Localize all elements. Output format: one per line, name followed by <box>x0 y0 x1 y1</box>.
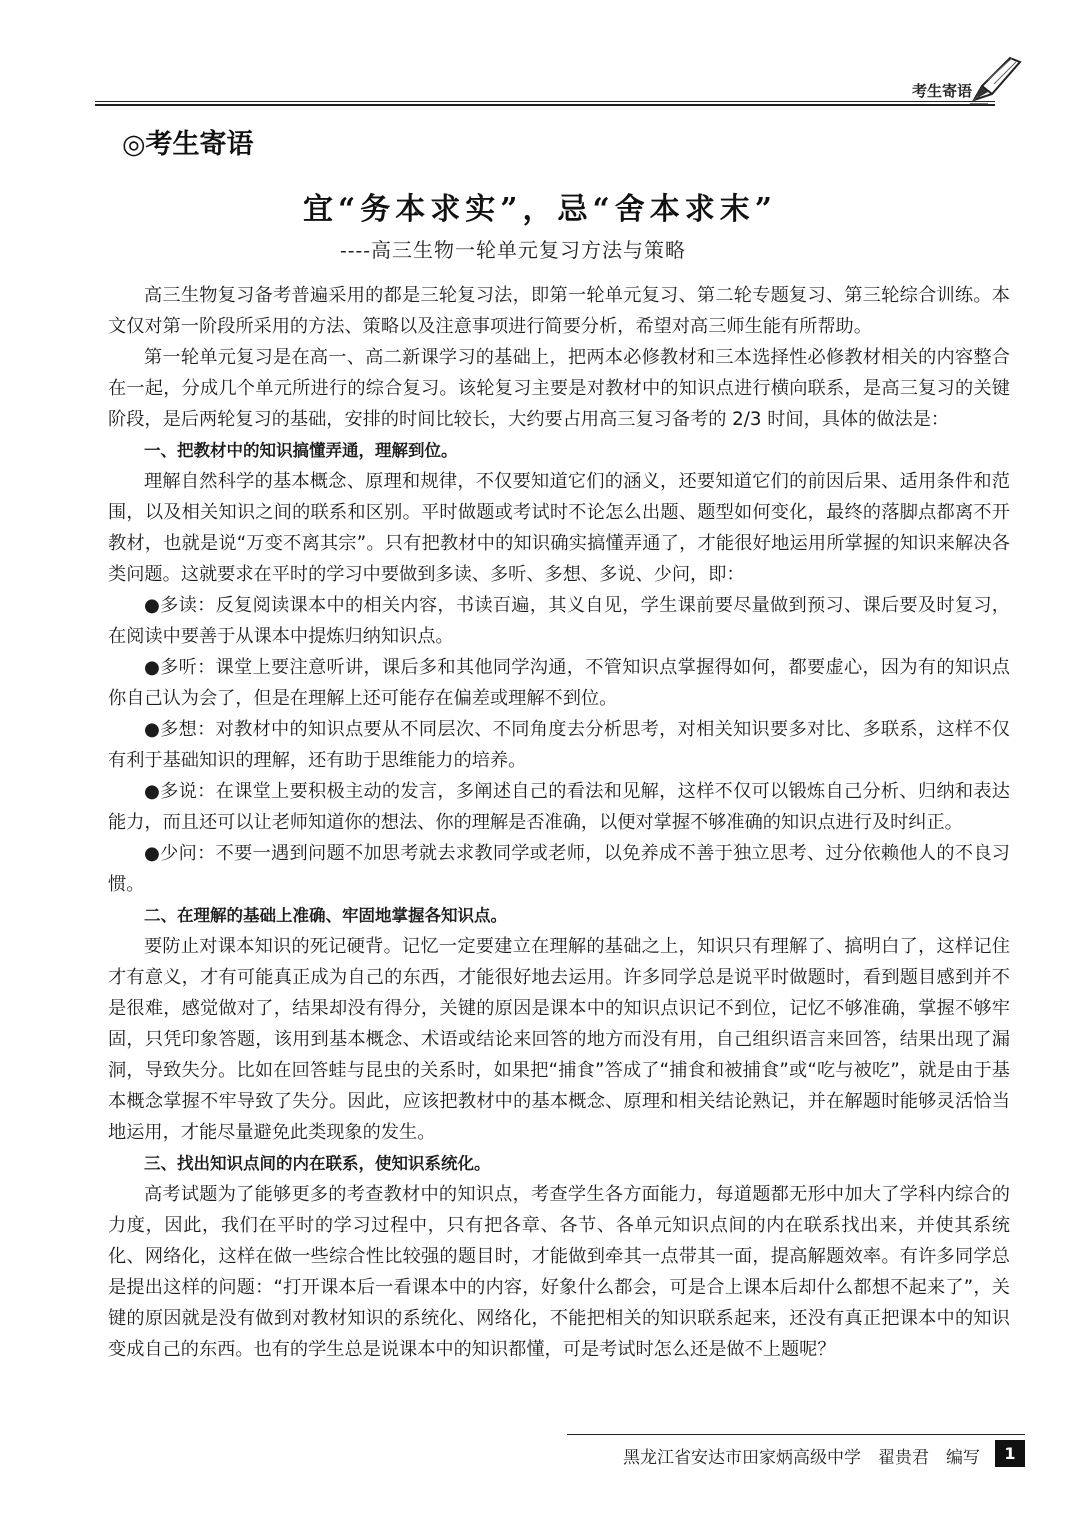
section-2-body: 要防止对课本知识的死记硬背。记忆一定要建立在理解的基础之上，知识只有理解了、搞明白了，这样记住才有意义，才有可能真正成为自己的东西，才能很好地去运用。许多同学总是说平时做题时，看到题目感到并不是很难，感觉做对了，结果却没有得分，关键的原因是课本中的知识点识记不到位，记忆不够准确，掌握不够牢固，只凭印象答题，该用到基本概念、术语或结论来回答的地方而没有用，自己组织语言来回答，结果出现了漏洞，导致失分。比如在回答蛙与昆虫的关系时，如果把“捕食”答成了“捕食和被捕食”或“吃与被吃”，就是由于基本概念掌握不牢导致了失分。因此，应该把教材中的基本概念、原理和相关结论熟记，并在解题时能够灵活恰当地运用，才能尽量避免此类现象的发生。 <box>108 936 1010 1143</box>
section-3-heading: 三、找出知识点间的内在联系，使知识系统化。 <box>144 1154 491 1173</box>
footer-author: 黑龙江省安达市田家炳高级中学 翟贵君 编写 <box>623 1448 980 1468</box>
header-divider <box>95 101 995 102</box>
intro-paragraph: 第一轮单元复习是在高一、高二新课学习的基础上，把两本必修教材和三本选择性必修教材相关的内容整合在一起，分成几个单元所进行的综合复习。该轮复习主要是对教材中的知识点进行横向联系，是高三复习的关键阶段，是后两轮复习的基础，安排的时间比较长，大约要占用高三复习备考的 2/3 时间，具体的做法是： <box>108 347 1010 430</box>
section-2-heading: 二、在理解的基础上准确、牢固地掌握各知识点。 <box>144 906 507 925</box>
intro-paragraph: 高三生物复习备考普遍采用的都是三轮复习法，即第一轮单元复习、第二轮专题复习、第三轮综合训练。本文仅对第一阶段所采用的方法、策略以及注意事项进行简要分析，希望对高三师生能有所帮助。 <box>108 285 1010 337</box>
bullet-item: ●多读：反复阅读课本中的相关内容，书读百遍，其义自见，学生课前要尽量做到预习、课后要及时复习，在阅读中要善于从课本中提炼归纳知识点。 <box>108 595 1010 647</box>
bullet-item: ●多想：对教材中的知识点要从不同层次、不同角度去分析思考，对相关知识要多对比、多联系，这样不仅有利于基础知识的理解，还有助于思维能力的培养。 <box>108 719 1010 771</box>
header-label: 考生寄语 <box>911 82 972 100</box>
section-1-intro: 理解自然科学的基本概念、原理和规律，不仅要知道它们的涵义，还要知道它们的前因后果、适用条件和范围，以及相关知识之间的联系和区别。平时做题或考试时不论怎么出题、题型如何变化，最终的落脚点都离不开教材，也就是说“万变不离其宗”。只有把教材中的知识确实搞懂弄通了，才能很好地运用所掌握的知识来解决各类问题。这就要求在平时的学习中要做到多读、多听、多想、多说、少问，即： <box>108 471 1010 585</box>
article-body <box>108 280 1010 1365</box>
page-number: 1 <box>995 1440 1025 1467</box>
bullet-item: ●多说：在课堂上要积极主动的发言，多阐述自己的看法和见解，这样不仅可以锻炼自己分析、归纳和表达能力，而且还可以让老师知道你的想法、你的理解是否准确，以便对掌握不够准确的知识点进行及时纠正。 <box>108 781 1010 833</box>
header-divider-thick <box>95 104 995 106</box>
fountain-pen-icon <box>968 52 1024 106</box>
bullet-item: ●少问：不要一遇到问题不加思考就去求教同学或老师，以免养成不善于独立思考、过分依赖他人的不良习惯。 <box>108 843 1010 895</box>
article-title: 宜“务本求实”，忌“舍本求末” <box>302 192 778 227</box>
footer-divider <box>567 1434 1025 1435</box>
bullet-item: ●多听：课堂上要注意听讲，课后多和其他同学沟通，不管知识点掌握得如何，都要虚心，因为有的知识点你自己认为会了，但是在理解上还可能存在偏差或理解不到位。 <box>108 657 1010 709</box>
section-heading: ◎考生寄语 <box>122 129 254 160</box>
section-3-body: 高考试题为了能够更多的考查教材中的知识点，考查学生各方面能力，每道题都无形中加大了学科内综合的力度，因此，我们在平时的学习过程中，只有把各章、各节、各单元知识点间的内在联系找出来，并使其系统化、网络化，这样在做一些综合性比较强的题目时，才能做到牵其一点带其一面，提高解题效率。有许多同学总是提出这样的问题：“打开课本后一看课本中的内容，好象什么都会，可是合上课本后却什么都想不起来了”，关键的原因就是没有做到对教材知识的系统化、网络化，不能把相关的知识联系起来，还没有真正把课本中的知识变成自己的东西。也有的学生总是说课本中的知识都懂，可是考试时怎么还是做不上题呢？ <box>108 1184 1010 1360</box>
article-subtitle: ----高三生物一轮单元复习方法与策略 <box>340 238 687 262</box>
section-1-heading: 一、把教材中的知识搞懂弄通，理解到位。 <box>144 441 458 460</box>
